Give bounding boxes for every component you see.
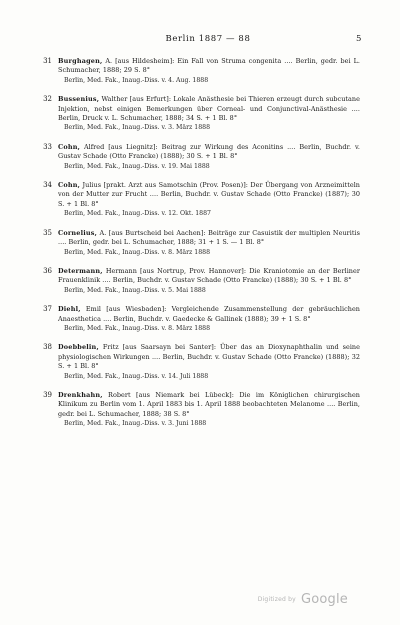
entry-text: A. [aus Burtscheid bei Aachen]: Beiträge zur Casuistik der multiplen Neuritis .... Berlin, gedr. bei L. Schumacher, 1888; 31 + 1 S. — 1 Bl. 8° <box>58 228 360 247</box>
running-title: Berlin 1887 — 88 <box>165 34 251 44</box>
entry-note: Berlin, Med. Fak., Inaug.-Diss. v. 12. Okt. 1887 <box>64 210 211 218</box>
entry-text: Walther [aus Erfurt]: Lokale Anästhesie bei Thieren erzeugt durch subcutane Injektion, nebst einigen Bemerkungen über Corneal- und Conjunctival-Anästhesie .... Berlin, Druck v. L. Schumacher, 1888; 34 S. + 1 Bl. 8° <box>58 95 360 123</box>
author-name: Bussenius, <box>58 95 100 104</box>
bibliography-entry <box>38 229 360 257</box>
entry-note: Berlin, Med. Fak., Inaug.-Diss. v. 5. Mai 1888 <box>64 286 206 294</box>
entry-number: 39 <box>43 390 52 399</box>
entry-text: Fritz [aus Saarsayn bei Santer]: Über das an Dioxynaphthalin und seine physiologischen Wirkungen .... Berlin, Buchdr. v. Gustav Schade (Otto Francke) (1888); 32 S. + 1 Bl. 8° <box>58 343 360 371</box>
entry-note: Berlin, Med. Fak., Inaug.-Diss. v. 3. März 1888 <box>64 124 211 132</box>
entry-note: Berlin, Med. Fak., Inaug.-Diss. v. 3. Juni 1888 <box>64 420 207 428</box>
entry-number: 35 <box>43 228 52 237</box>
entry-note: Berlin, Med. Fak., Inaug.-Diss. v. 14. Juli 1888 <box>64 372 209 380</box>
entry-number: 32 <box>43 95 52 104</box>
google-logo: Google <box>300 592 348 607</box>
bibliography-entry <box>38 95 360 133</box>
author-name: Burghagen, <box>58 57 103 65</box>
entry-number: 33 <box>43 142 52 151</box>
entry-text: Alfred [aus Liegnitz]: Beitrag zur Wirkung des Aconitins .... Berlin, Buchdr. v. Gustav Schade (Otto Francke) (1888); 30 S. + 1 Bl. 8° <box>58 142 360 161</box>
bibliography-entry <box>38 343 360 381</box>
author-name: Determann, <box>58 266 103 275</box>
author-name: Cornelius, <box>58 228 98 237</box>
bibliography-entry <box>38 181 360 219</box>
entry-text: Hermann [aus Nortrup, Prov. Hannover]: Die Kraniotomie an der Berliner Frauenklinik .... Berlin, Buchdr. v. Gustav Schade (Otto Francke) (1888); 30 S. + 1 Bl. 8° <box>58 266 360 285</box>
entry-text: Robert [aus Niemark bei Lübeck]: Die im Königlichen chirurgischen Klinikum zu Berlin vom 1. April 1883 bis 1. April 1888 beobachteten Melanome .... Berlin, gedr. bei L. Schumacher, 1888; 38 S. 8° <box>58 390 361 418</box>
digitization-watermark <box>258 589 348 608</box>
entry-number: 31 <box>43 57 52 65</box>
entry-number: 37 <box>43 305 52 314</box>
bibliography-entry <box>38 267 360 295</box>
watermark-prefix: Digitized by <box>257 596 296 603</box>
entry-number: 34 <box>43 181 52 190</box>
entry-text: Julius [prakt. Arzt aus Samotschin (Prov. Posen)]: Der Übergang von Arzneimitteln von der Mutter zur Frucht .... Berlin, Buchdr. v. Gustav Schade (Otto Francke) (1887); 30 S. + 1 Bl. 8° <box>58 181 360 208</box>
entry-number: 38 <box>43 343 52 352</box>
author-name: Diehl, <box>58 305 81 314</box>
bibliography-entry <box>38 305 360 333</box>
entry-text: Emil [aus Wiesbaden]: Vergleichende Zusammenstellung der gebräuchlichen Anaesthetica .... Berlin, Buchdr. v. Gaedecke & Gallinek (1888); 39 + 1 S. 8° <box>58 305 360 323</box>
author-name: Doebbelin, <box>58 343 99 352</box>
entry-number: 36 <box>43 266 52 275</box>
entry-list <box>38 57 360 439</box>
entry-note: Berlin, Med. Fak., Inaug.-Diss. v. 4. Aug. 1888 <box>64 76 209 84</box>
entry-note: Berlin, Med. Fak., Inaug.-Diss. v. 19. Mai 1888 <box>64 162 210 170</box>
entry-text: A. [aus Hildesheim]: Ein Fall von Struma congenita .... Berlin, gedr. bei L. Schumacher, 1888; 29 S. 8° <box>58 57 360 75</box>
bibliography-entry <box>38 143 360 171</box>
bibliography-entry <box>38 57 360 85</box>
entry-note: Berlin, Med. Fak., Inaug.-Diss. v. 8. März 1888 <box>64 324 211 332</box>
author-name: Cohn, <box>58 142 81 151</box>
page-number: 5 <box>355 34 362 44</box>
author-name: Cohn, <box>58 181 81 190</box>
author-name: Drenkhahn, <box>58 390 103 399</box>
entry-note: Berlin, Med. Fak., Inaug.-Diss. v. 8. März 1888 <box>64 248 211 256</box>
bibliography-entry <box>38 391 360 429</box>
